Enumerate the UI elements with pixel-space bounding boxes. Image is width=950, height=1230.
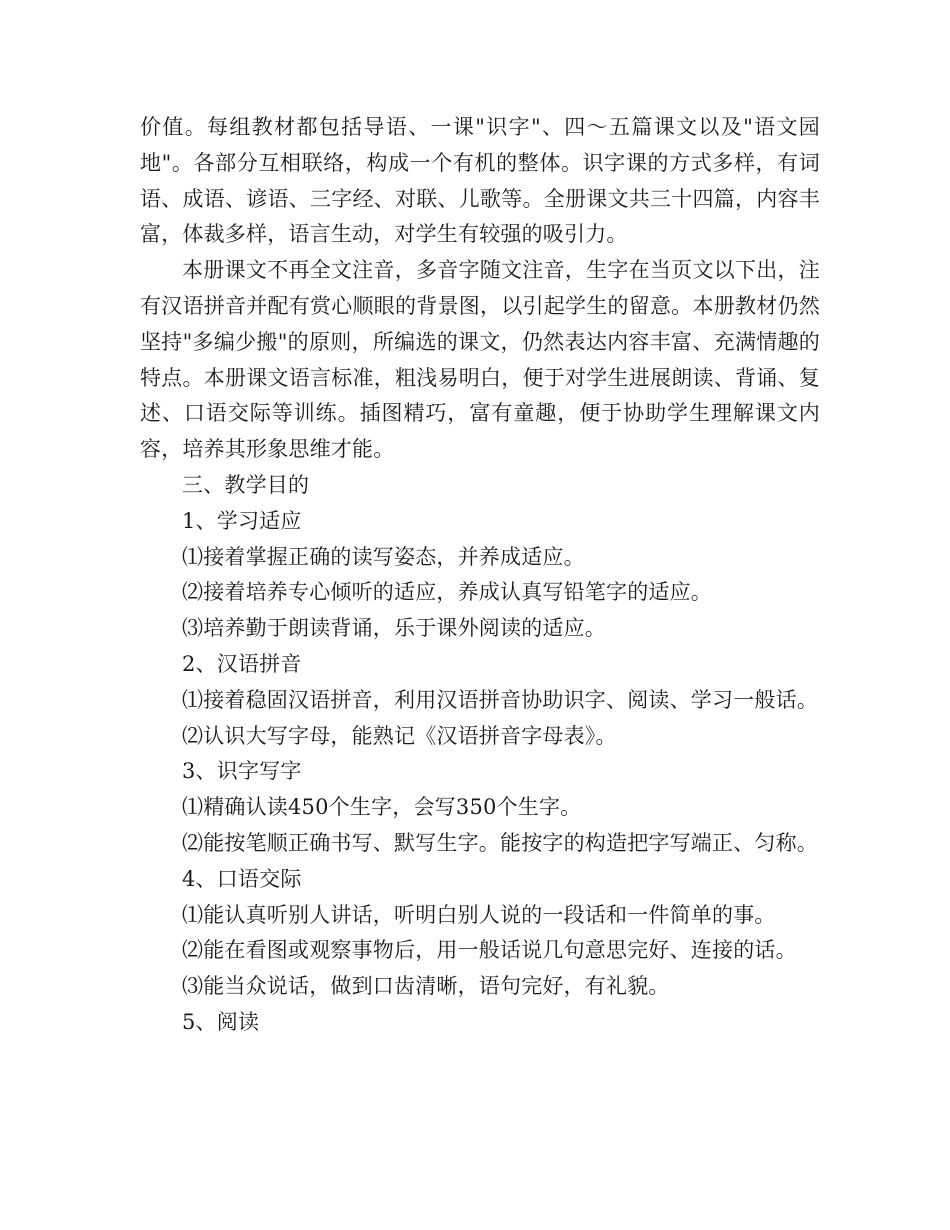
subheading-pinyin: 2、汉语拼音 [182, 651, 302, 676]
section-heading-teaching-goals: 三、教学目的 [182, 472, 310, 497]
paragraph-textbook-features: 本册课文不再全文注音，多音字随文注音，生字在当页文以下出，注有汉语拼音并配有赏心顺眼的背景图，以引起学生的留意。本册教材仍然坚持"多编少搬"的原则，所编选的课文，仍然表达内容丰富、充满情趣的特点。本册课文语言标准，粗浅易明白，便于对学生进展朗读、背诵、复述、口语交际等训练。插图精巧，富有童趣，便于协助学生理解课文内容，培养其形象思维才能。 [140, 258, 820, 462]
list-item: ⑵能在看图或观察事物后，用一般话说几句意思完好、连接的话。 [182, 938, 797, 963]
list-item: ⑴精确认读450个生字，会写350个生字。 [182, 795, 582, 820]
list-item: ⑵接着培养专心倾听的适应，养成认真写铅笔字的适应。 [182, 580, 712, 605]
subheading-literacy-writing: 3、识字写字 [182, 759, 302, 784]
subheading-learning-habits: 1、学习适应 [182, 508, 302, 533]
list-item: ⑵能按笔顺正确书写、默写生字。能按字的构造把字写端正、匀称。 [182, 830, 818, 855]
list-item: ⑴接着稳固汉语拼音，利用汉语拼音协助识字、阅读、学习一般话。 [182, 687, 818, 712]
list-item: ⑶能当众说话，做到口齿清晰，语句完好，有礼貌。 [182, 974, 670, 999]
subheading-reading: 5、阅读 [182, 1009, 260, 1034]
subheading-oral-communication: 4、口语交际 [182, 866, 302, 891]
list-item: ⑵认识大写字母，能熟记《汉语拼音字母表》。 [182, 723, 617, 748]
document-body [140, 110, 820, 1041]
list-item: ⑴接着掌握正确的读写姿态，并养成适应。 [182, 544, 585, 569]
list-item: ⑴能认真听别人讲话，听明白别人说的一段话和一件简单的事。 [182, 902, 776, 927]
list-item: ⑶培养勤于朗读背诵，乐于课外阅读的适应。 [182, 616, 606, 641]
paragraph-textbook-structure: 价值。每组教材都包括导语、一课"识字"、四～五篇课文以及"语文园地"。各部分互相联络，构成一个有机的整体。识字课的方式多样，有词语、成语、谚语、三字经、对联、儿歌等。全册课文共三十四篇，内容丰富，体裁多样，语言生动，对学生有较强的吸引力。 [140, 115, 820, 247]
